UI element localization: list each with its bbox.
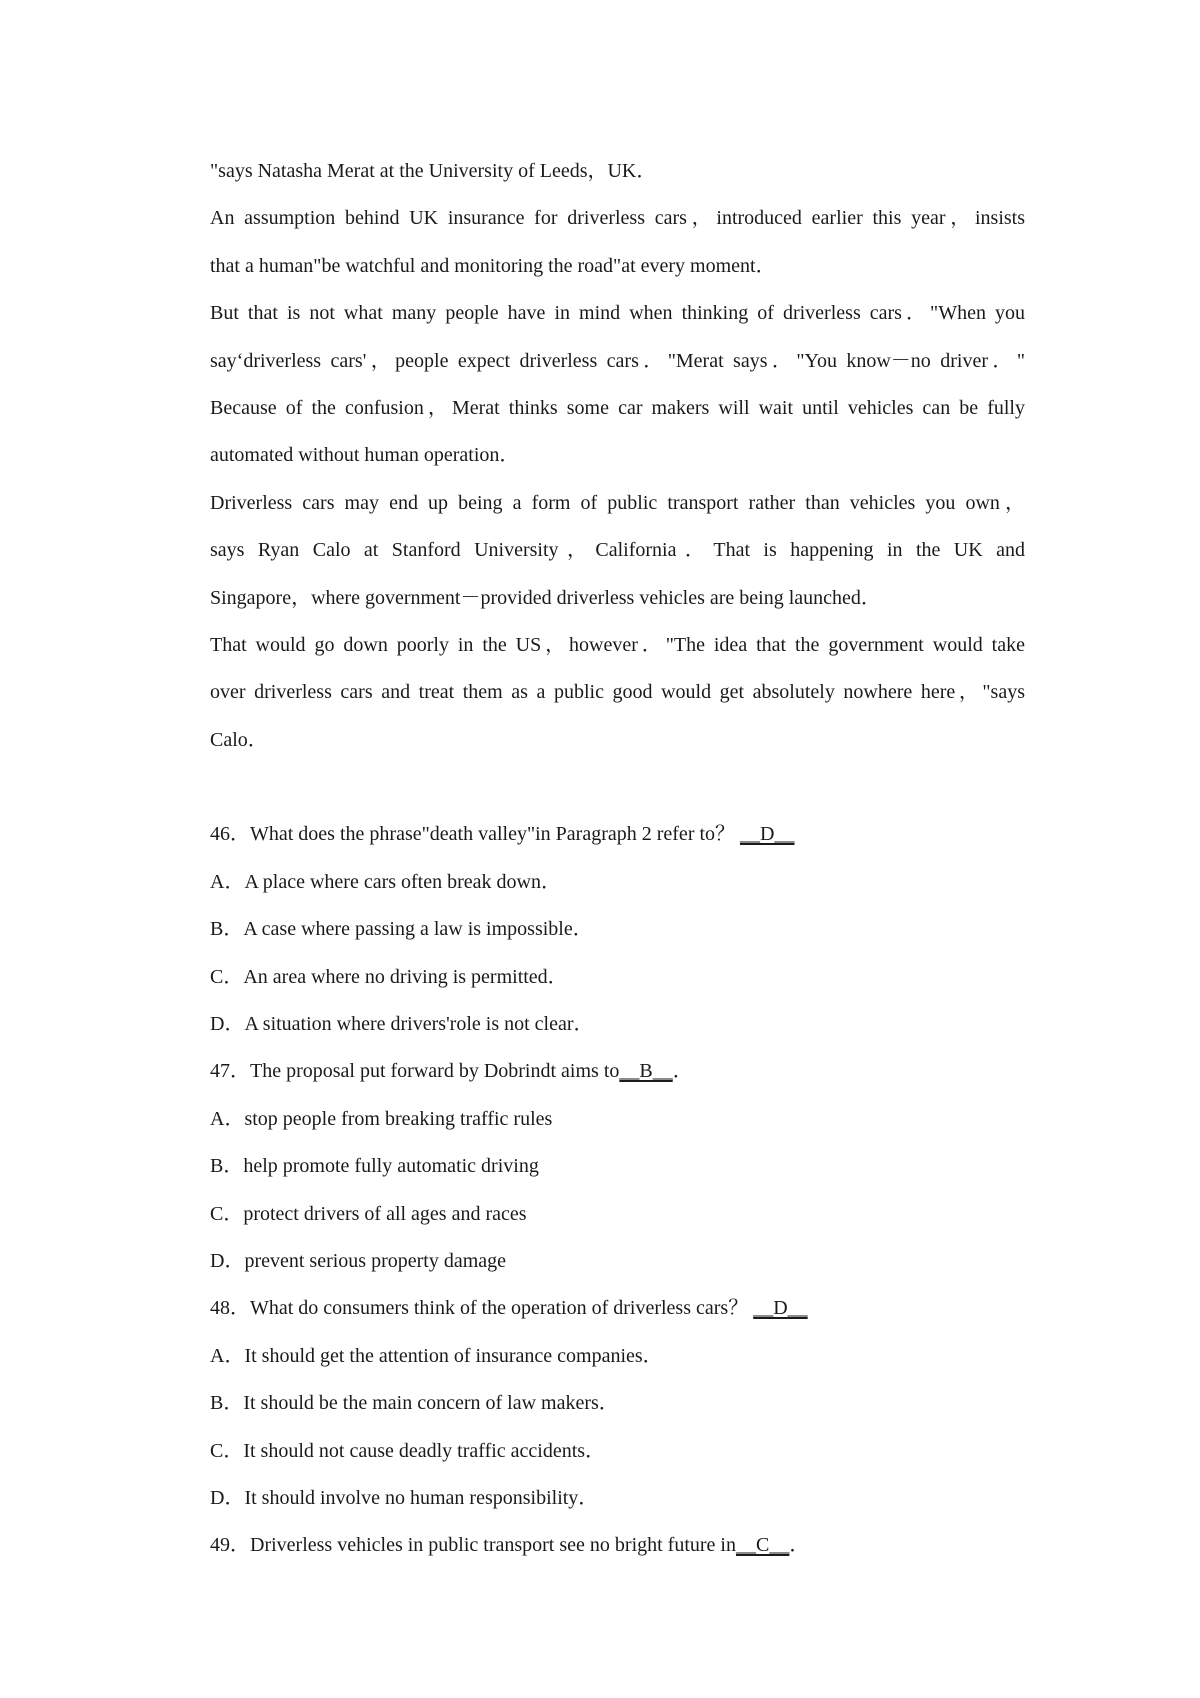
question-49 — [210, 1522, 1025, 1569]
passage — [210, 148, 1025, 764]
answer-blank: __B__ — [619, 1060, 673, 1083]
option-d: D．It should involve no human responsibility． — [210, 1486, 599, 1509]
option-c: C．An area where no driving is permitted． — [210, 965, 568, 988]
passage-line: say‘driverless cars'，people expect driverless cars．"Merat says．"You know－no driver．" — [210, 349, 1025, 372]
question-47 — [210, 1048, 1025, 1285]
option-d: D．A situation where drivers'role is not clear． — [210, 1013, 594, 1036]
option-a: A．A place where cars often break down． — [210, 870, 561, 893]
option-c: C．protect drivers of all ages and races — [210, 1202, 527, 1225]
question-text: 47．The proposal put forward by Dobrindt aims to — [210, 1060, 620, 1083]
question-stem — [210, 1285, 1025, 1332]
question-stem — [210, 811, 1025, 858]
option-b: B．It should be the main concern of law makers． — [210, 1392, 619, 1415]
question-text: 49．Driverless vehicles in public transport see no bright future in — [210, 1534, 736, 1557]
question-suffix: ． — [672, 1060, 693, 1083]
option-c: C．It should not cause deadly traffic accidents． — [210, 1439, 606, 1462]
passage-line: But that is not what many people have in mind when thinking of driverless cars．"When you — [210, 302, 1025, 325]
passage-line: over driverless cars and treat them as a public good would get absolutely nowhere here，"says — [210, 681, 1025, 704]
question-stem — [210, 1522, 1025, 1569]
question-text: 46．What does the phrase"death valley"in Paragraph 2 refer to？ — [210, 823, 736, 846]
passage-line: automated without human operation． — [210, 444, 520, 467]
option-a: A．stop people from breaking traffic rules — [210, 1107, 553, 1130]
passage-line: says Ryan Calo at Stanford University，California．That is happening in the UK and — [210, 539, 1025, 562]
passage-line: "says Natasha Merat at the University of Leeds，UK． — [210, 160, 657, 182]
option-d: D．prevent serious property damage — [210, 1249, 507, 1272]
question-suffix: ． — [789, 1534, 810, 1557]
option-b: B．A case where passing a law is impossible． — [210, 918, 593, 941]
answer-blank: __D__ — [740, 823, 795, 846]
passage-line: Driverless cars may end up being a form of public transport rather than vehicles you own， — [210, 491, 1025, 514]
question-stem — [210, 1048, 1025, 1095]
passage-line: Because of the confusion，Merat thinks some car makers will wait until vehicles can be fully — [210, 396, 1025, 419]
passage-line: Calo． — [210, 728, 268, 751]
option-b: B．help promote fully automatic driving — [210, 1155, 539, 1178]
document-content — [210, 148, 1025, 1570]
answer-blank: __C__ — [736, 1534, 790, 1557]
question-48 — [210, 1285, 1025, 1522]
answer-blank: __D__ — [753, 1297, 808, 1320]
option-a: A．It should get the attention of insurance companies． — [210, 1344, 663, 1367]
passage-line: Singapore，where government－provided driverless vehicles are being launched． — [210, 586, 881, 609]
passage-line: That would go down poorly in the US，however．"The idea that the government would take — [210, 633, 1025, 656]
question-text: 48．What do consumers think of the operation of driverless cars？ — [210, 1297, 749, 1320]
passage-line: that a human"be watchful and monitoring the road"at every moment． — [210, 254, 776, 277]
passage-line: An assumption behind UK insurance for driverless cars，introduced earlier this year，insists — [210, 207, 1025, 230]
section-gap — [210, 764, 1025, 811]
question-46 — [210, 811, 1025, 1048]
